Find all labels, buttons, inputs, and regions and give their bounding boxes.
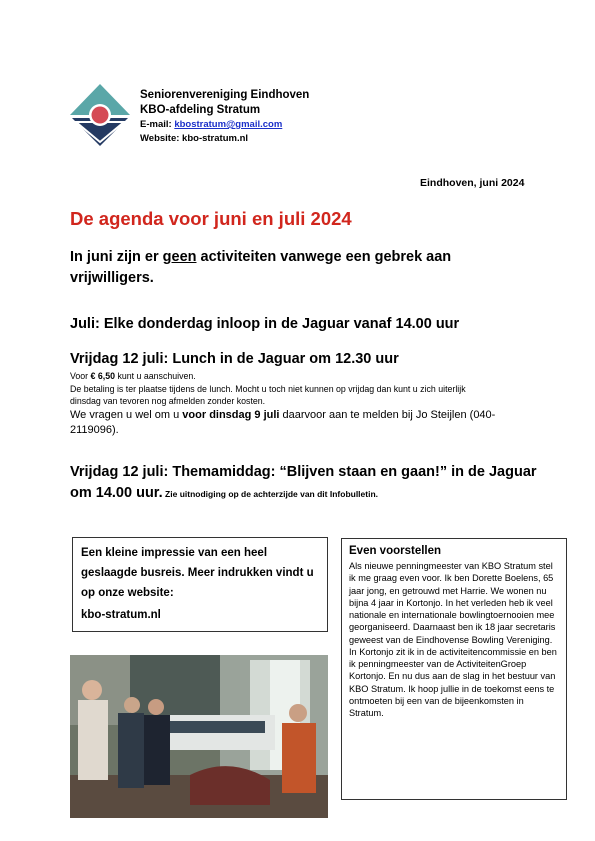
org-header [140,88,400,146]
impressie-link[interactable]: kbo-stratum.nl [81,609,161,621]
email-label: E-mail: [140,119,175,130]
price-prefix: Voor [70,371,91,381]
email-line [140,118,400,132]
july-line: Juli: Elke donderdag inloop in de Jaguar vanaf 14.00 uur [70,316,460,332]
date-line: Eindhoven, juni 2024 [420,177,525,189]
theme-section [70,462,540,504]
org-name: Seniorenvereniging Eindhoven [140,89,310,101]
busreis-photo [70,655,328,818]
june-emphasis: geen [162,249,197,265]
impressie-box [72,537,328,632]
june-notice [70,247,510,289]
register-before: We vragen u wel om u [70,408,183,421]
theme-heading: Vrijdag 12 juli: Themamiddag: “Blijven staan en gaan!” in de Jaguar om 14.00 uur. [70,464,537,501]
lunch-section [70,349,535,438]
kbo-logo [68,82,132,148]
register-after: daarvoor aan te melden bij Jo Steijlen (040-2119096). [70,408,496,436]
email-link[interactable]: kbostratum@gmail.com [174,119,283,130]
page-title: De agenda voor juni en juli 2024 [70,208,352,229]
voorstellen-title: Even voorstellen [349,545,442,557]
price-value: € 6,50 [90,371,116,381]
impressie-text: Een kleine impressie van een heel geslaagde busreis. Meer indrukken vindt u op onze website: [81,547,314,599]
theme-note: Zie uitnodiging op de achterzijde van dit Infobulletin. [162,489,379,499]
june-text-2: activiteiten vanwege een gebrek aan vrijwilligers. [70,249,452,286]
dept-name: KBO-afdeling Stratum [140,104,261,116]
lunch-payment: De betaling is ter plaatse tijdens de lunch. Mocht u toch niet kunnen op vrijdag dan kunt u zich uiterlijk dinsdag van tevoren nog afmelden zonder kosten. [70,383,466,406]
lunch-heading: Vrijdag 12 juli: Lunch in de Jaguar om 12.30 uur [70,351,399,367]
voorstellen-body: Als nieuwe penningmeester van KBO Stratum stel ik me graag even voor. Ik ben Dorette Boelens, 65 jaar jong, en getrouwd met Harrie. We wonen nu bijna 4 jaar in Kortonjo. In het verleden heb ik veel nationale en internationale bowlingtoernooien mee georganiseerd. Daarnaast ben ik 18 jaar secretaris geweest van de Eindhovense Bowling Vereniging. In Kortonjo zit ik in de activiteitencommissie en ben ik penningmeester van de ActiviteitenGroep Kortonjo. En nu dus aan de slag in het bestuur van KBO Stratum. Ik hoop jullie in de toekomst eens te ontmoeten bij een van de bijeenkomsten in Stratum. [349,561,557,718]
website-line: Website: kbo-stratum.nl [140,133,249,144]
lunch-register [70,408,530,438]
price-suffix: kunt u aanschuiven. [115,371,196,381]
register-deadline: voor dinsdag 9 juli [182,408,280,421]
lunch-price [70,370,535,383]
voorstellen-box [341,538,567,800]
june-text-1: In juni zijn er [70,249,163,265]
title-wrap [70,208,352,230]
